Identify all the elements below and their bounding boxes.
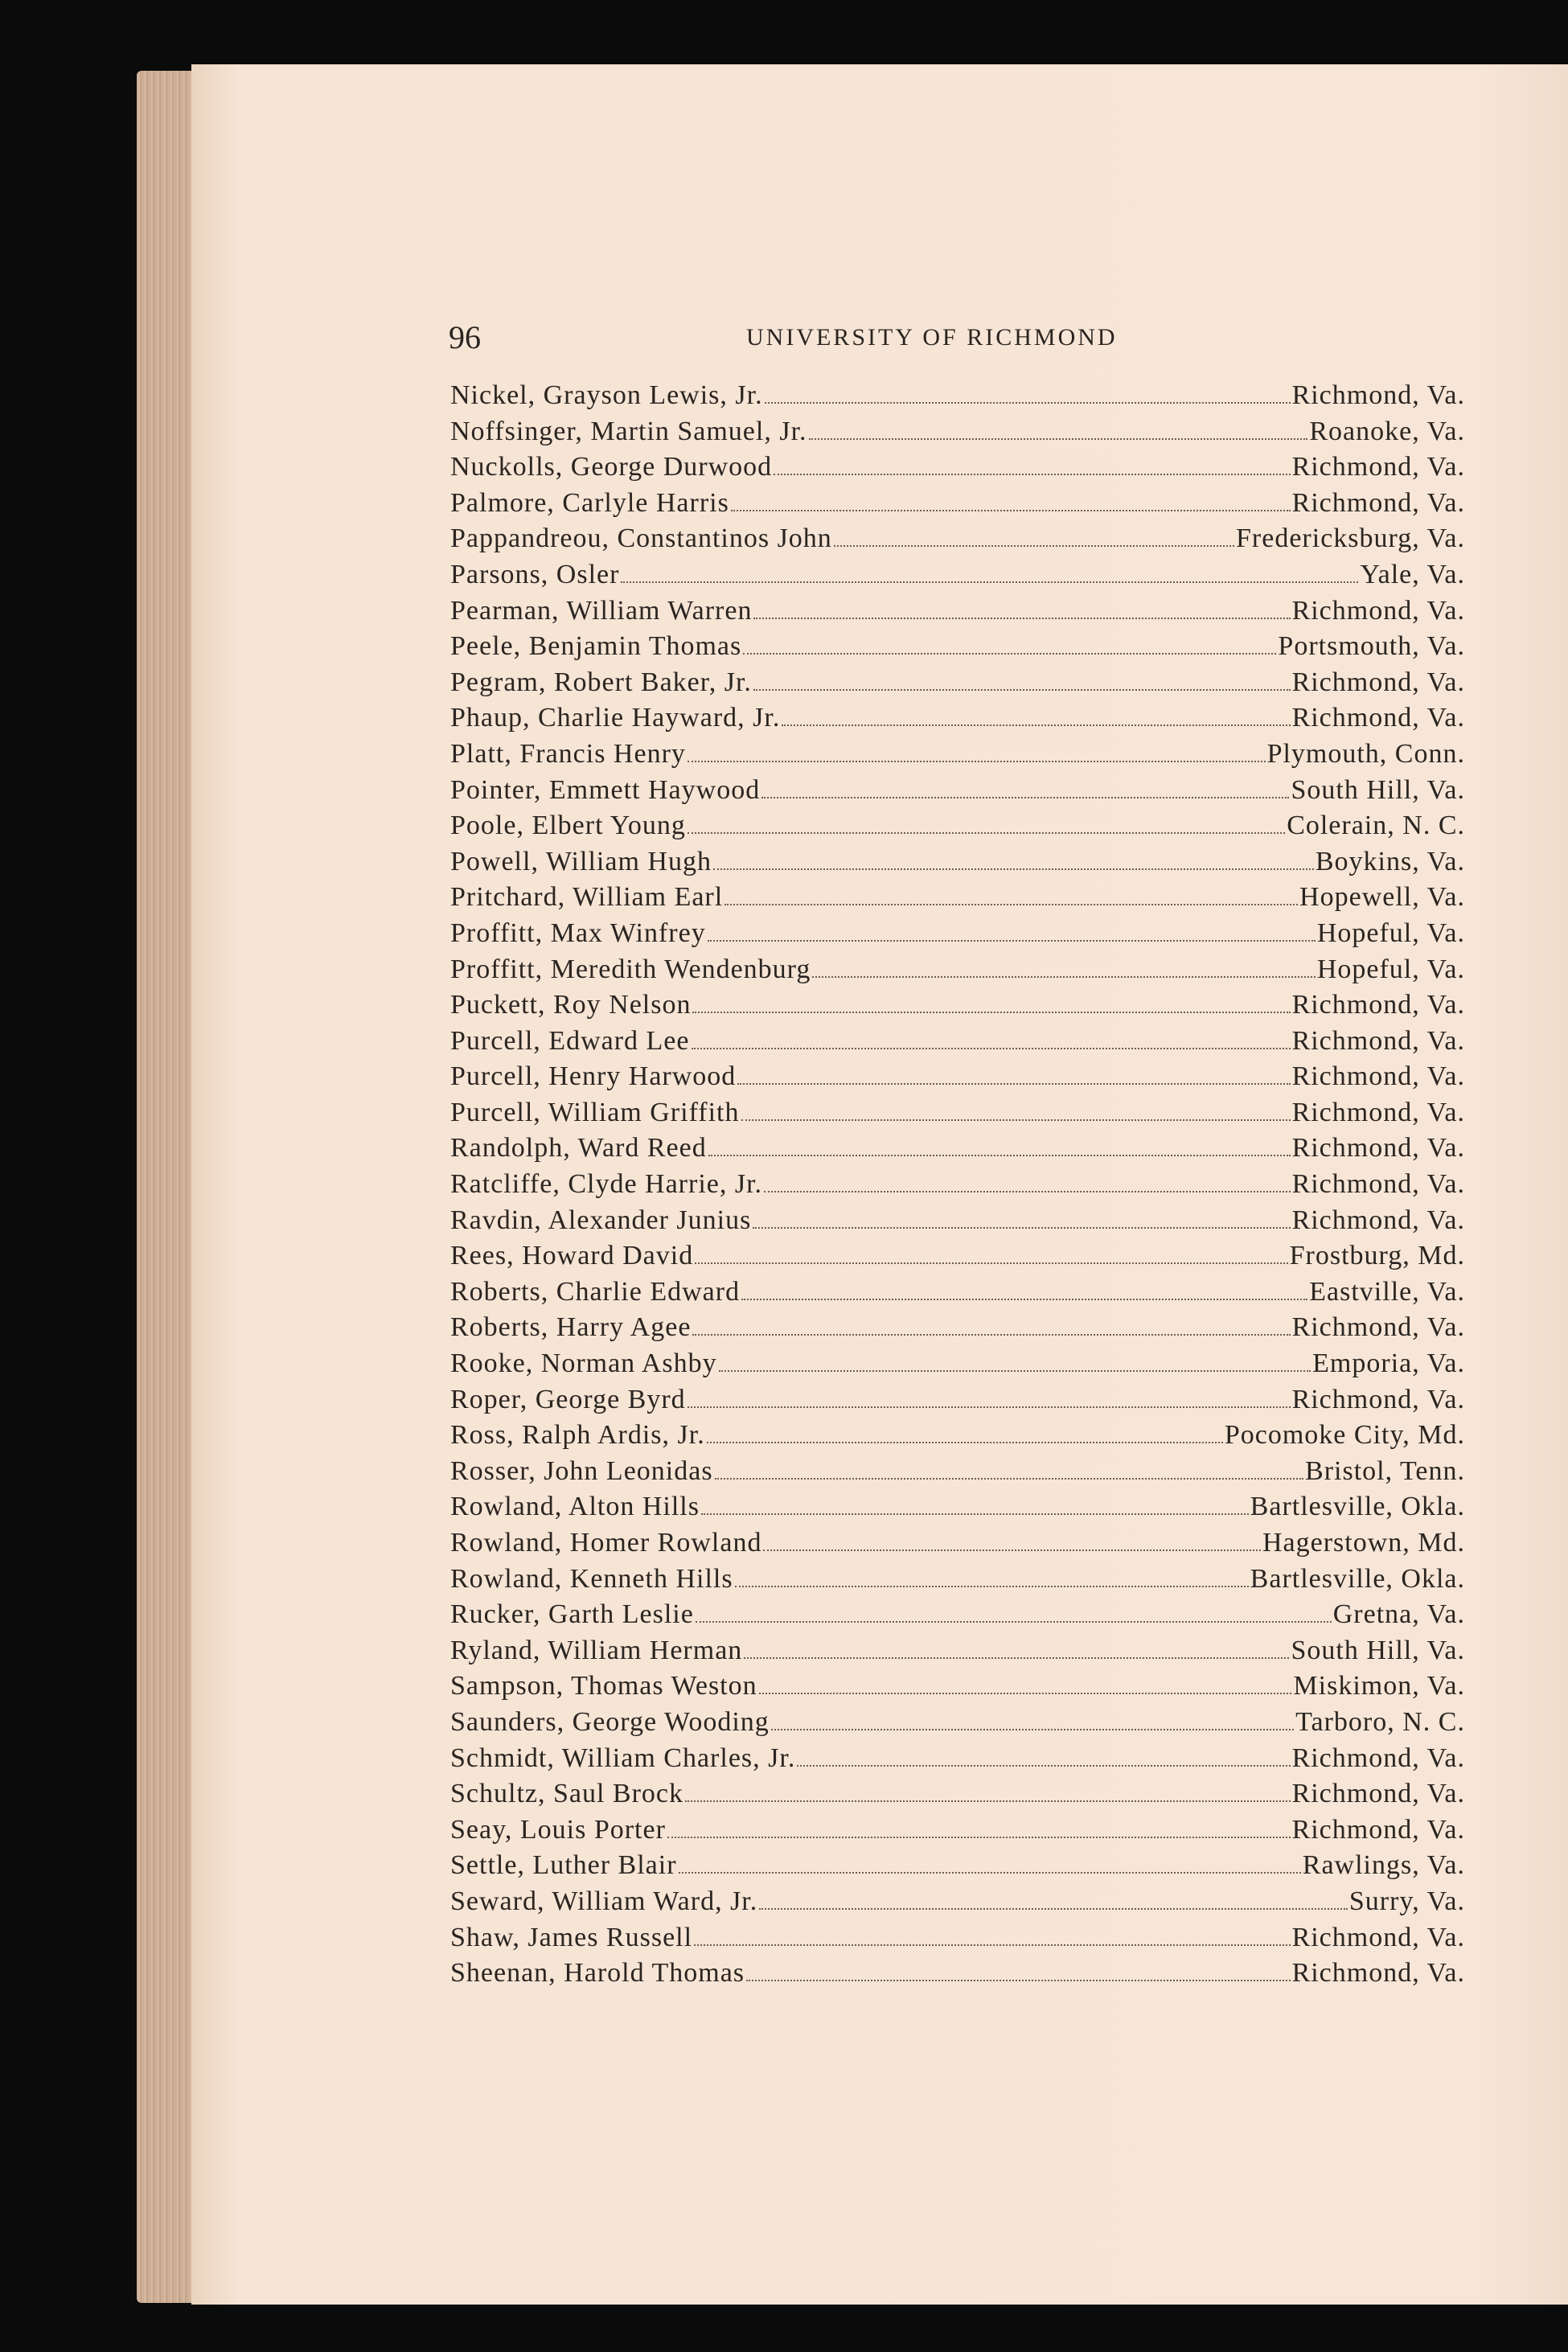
list-item xyxy=(450,557,1465,593)
list-item xyxy=(450,414,1465,450)
student-name: Proffitt, Meredith Wendenburg xyxy=(450,954,811,984)
hometown: Emporia, Va. xyxy=(1312,1348,1465,1379)
student-name: Saunders, George Wooding xyxy=(450,1706,770,1737)
list-item xyxy=(450,1633,1465,1669)
dot-leader xyxy=(707,1442,1223,1443)
dot-leader xyxy=(724,904,1298,905)
dot-leader xyxy=(782,724,1290,726)
list-item xyxy=(450,1346,1465,1382)
list-item xyxy=(450,773,1465,809)
hometown: Richmond, Va. xyxy=(1291,1312,1465,1343)
hometown: Plymouth, Conn. xyxy=(1266,738,1465,769)
hometown: Hopeful, Va. xyxy=(1316,917,1465,948)
list-item xyxy=(450,1024,1465,1060)
running-title: UNIVERSITY OF RICHMOND xyxy=(746,324,1118,351)
page-number: 96 xyxy=(449,319,481,355)
dot-leader xyxy=(812,976,1315,978)
list-item xyxy=(450,1382,1465,1418)
student-name: Pegram, Robert Baker, Jr. xyxy=(450,667,752,697)
list-item xyxy=(450,1920,1465,1956)
student-name: Sheenan, Harold Thomas xyxy=(450,1958,745,1989)
hometown: Richmond, Va. xyxy=(1291,487,1465,518)
student-name: Ratcliffe, Clyde Harrie, Jr. xyxy=(450,1169,763,1200)
dot-leader xyxy=(685,1800,1291,1802)
hometown: Richmond, Va. xyxy=(1291,1384,1465,1414)
hometown: Richmond, Va. xyxy=(1291,703,1465,733)
student-name: Seay, Louis Porter xyxy=(450,1814,666,1845)
list-item xyxy=(450,1776,1465,1812)
dot-leader xyxy=(761,797,1289,798)
list-item xyxy=(450,844,1465,880)
hometown: Eastville, Va. xyxy=(1309,1276,1465,1307)
hometown: Richmond, Va. xyxy=(1291,1779,1465,1809)
student-name: Rowland, Alton Hills xyxy=(450,1492,700,1522)
hometown: Frostburg, Md. xyxy=(1289,1241,1465,1271)
student-name: Proffitt, Max Winfrey xyxy=(450,917,706,948)
list-item xyxy=(450,808,1465,844)
list-item xyxy=(450,1167,1465,1203)
student-name: Shaw, James Russell xyxy=(450,1922,693,1952)
list-item xyxy=(450,880,1465,916)
hometown: Richmond, Va. xyxy=(1291,1958,1465,1989)
dot-leader xyxy=(692,1334,1290,1336)
hometown: South Hill, Va. xyxy=(1291,774,1465,805)
dot-leader xyxy=(746,1980,1291,1981)
list-item xyxy=(450,593,1465,630)
student-name: Peele, Benjamin Thomas xyxy=(450,631,742,662)
list-item xyxy=(450,1812,1465,1849)
list-item xyxy=(450,449,1465,486)
dot-leader xyxy=(741,1299,1307,1300)
hometown: Gretna, Va. xyxy=(1332,1599,1465,1630)
student-name: Pritchard, William Earl xyxy=(450,882,724,913)
student-name: Ross, Ralph Ardis, Jr. xyxy=(450,1420,705,1451)
hometown: Bartlesville, Okla. xyxy=(1250,1492,1465,1522)
dot-leader xyxy=(708,940,1316,942)
dot-leader xyxy=(743,653,1276,655)
dot-leader xyxy=(692,1048,1291,1049)
student-directory-list xyxy=(450,378,1465,1992)
list-item xyxy=(450,916,1465,952)
hometown: Hopewell, Va. xyxy=(1299,882,1465,913)
dot-leader xyxy=(744,1657,1289,1659)
student-name: Pappandreou, Constantinos John xyxy=(450,523,832,554)
student-name: Phaup, Charlie Hayward, Jr. xyxy=(450,703,781,733)
dot-leader xyxy=(715,1478,1303,1480)
dot-leader xyxy=(731,510,1291,511)
student-name: Settle, Luther Blair xyxy=(450,1850,677,1881)
student-name: Rooke, Norman Ashby xyxy=(450,1348,717,1379)
hometown: Bristol, Tenn. xyxy=(1305,1455,1465,1486)
student-name: Roberts, Harry Agee xyxy=(450,1312,692,1343)
dot-leader xyxy=(737,1083,1290,1085)
hometown: Portsmouth, Va. xyxy=(1278,631,1465,662)
dot-leader xyxy=(763,1550,1261,1551)
dot-leader xyxy=(774,474,1290,475)
student-name: Purcell, Edward Lee xyxy=(450,1025,690,1056)
list-item xyxy=(450,1238,1465,1275)
dot-leader xyxy=(688,761,1266,762)
student-name: Parsons, Osler xyxy=(450,559,620,589)
dot-leader xyxy=(797,1765,1290,1767)
dot-leader xyxy=(771,1729,1294,1730)
student-name: Ravdin, Alexander Junius xyxy=(450,1205,752,1235)
dot-leader xyxy=(713,868,1314,870)
dot-leader xyxy=(759,1908,1348,1910)
student-name: Powell, William Hugh xyxy=(450,846,712,876)
dot-leader xyxy=(701,1513,1249,1515)
list-item xyxy=(450,1489,1465,1525)
hometown: Yale, Va. xyxy=(1360,559,1465,589)
dot-leader xyxy=(667,1837,1291,1838)
hometown: Fredericksburg, Va. xyxy=(1236,523,1465,554)
list-item xyxy=(450,1275,1465,1311)
student-name: Ryland, William Herman xyxy=(450,1635,743,1665)
dot-leader xyxy=(692,1012,1290,1013)
list-item xyxy=(450,952,1465,988)
hometown: Richmond, Va. xyxy=(1291,1169,1465,1200)
dot-leader xyxy=(695,1262,1287,1264)
list-item xyxy=(450,1705,1465,1741)
student-name: Randolph, Ward Reed xyxy=(450,1133,707,1164)
hometown: Miskimon, Va. xyxy=(1293,1671,1465,1701)
hometown: South Hill, Va. xyxy=(1291,1635,1465,1665)
list-item xyxy=(450,1669,1465,1705)
dot-leader xyxy=(753,689,1291,691)
dot-leader xyxy=(741,1119,1291,1121)
hometown: Richmond, Va. xyxy=(1291,1742,1465,1773)
student-name: Poole, Elbert Young xyxy=(450,811,686,841)
student-name: Schultz, Saul Brock xyxy=(450,1779,684,1809)
student-name: Nickel, Grayson Lewis, Jr. xyxy=(450,380,763,410)
dot-leader xyxy=(753,1227,1290,1229)
list-item xyxy=(450,378,1465,414)
list-item xyxy=(450,1525,1465,1562)
hometown: Richmond, Va. xyxy=(1291,1097,1465,1127)
student-name: Rosser, John Leonidas xyxy=(450,1455,713,1486)
book-page-edges xyxy=(137,71,196,2303)
list-item xyxy=(450,665,1465,701)
dot-leader xyxy=(834,545,1234,547)
student-name: Palmore, Carlyle Harris xyxy=(450,487,729,518)
student-name: Puckett, Roy Nelson xyxy=(450,990,692,1020)
dot-leader xyxy=(621,581,1358,583)
hometown: Richmond, Va. xyxy=(1291,990,1465,1020)
hometown: Richmond, Va. xyxy=(1291,1814,1465,1845)
dot-leader xyxy=(696,1621,1332,1623)
student-name: Sampson, Thomas Weston xyxy=(450,1671,757,1701)
dot-leader xyxy=(753,618,1290,619)
hometown: Hopeful, Va. xyxy=(1316,954,1465,984)
dot-leader xyxy=(759,1693,1292,1694)
dot-leader xyxy=(735,1586,1249,1587)
student-name: Schmidt, William Charles, Jr. xyxy=(450,1742,796,1773)
hometown: Richmond, Va. xyxy=(1291,1061,1465,1092)
student-name: Purcell, William Griffith xyxy=(450,1097,740,1127)
dot-leader xyxy=(765,402,1291,404)
list-item xyxy=(450,1131,1465,1167)
hometown: Richmond, Va. xyxy=(1291,1205,1465,1235)
hometown: Richmond, Va. xyxy=(1291,1025,1465,1056)
list-item xyxy=(450,1956,1465,1992)
hometown: Richmond, Va. xyxy=(1291,595,1465,626)
student-name: Rowland, Kenneth Hills xyxy=(450,1563,733,1594)
list-item xyxy=(450,1454,1465,1490)
hometown: Pocomoke City, Md. xyxy=(1224,1420,1465,1451)
hometown: Richmond, Va. xyxy=(1291,667,1465,697)
hometown: Colerain, N. C. xyxy=(1287,811,1465,841)
hometown: Richmond, Va. xyxy=(1291,380,1465,410)
student-name: Purcell, Henry Harwood xyxy=(450,1061,737,1092)
student-name: Noffsinger, Martin Samuel, Jr. xyxy=(450,416,807,446)
list-item xyxy=(450,521,1465,557)
hometown: Surry, Va. xyxy=(1348,1886,1465,1916)
hometown: Richmond, Va. xyxy=(1291,452,1465,482)
student-name: Seward, William Ward, Jr. xyxy=(450,1886,758,1916)
dot-leader xyxy=(688,832,1285,834)
list-item xyxy=(450,1095,1465,1131)
list-item xyxy=(450,1310,1465,1346)
hometown: Roanoke, Va. xyxy=(1309,416,1465,446)
student-name: Nuckolls, George Durwood xyxy=(450,452,773,482)
list-item xyxy=(450,700,1465,737)
hometown: Rawlings, Va. xyxy=(1302,1850,1465,1881)
student-name: Platt, Francis Henry xyxy=(450,738,686,769)
hometown: Bartlesville, Okla. xyxy=(1250,1563,1465,1594)
hometown: Hagerstown, Md. xyxy=(1262,1528,1465,1558)
hometown: Richmond, Va. xyxy=(1291,1922,1465,1952)
dot-leader xyxy=(688,1406,1291,1408)
dot-leader xyxy=(809,438,1308,440)
list-item xyxy=(450,1059,1465,1095)
student-name: Rowland, Homer Rowland xyxy=(450,1528,762,1558)
list-item xyxy=(450,629,1465,665)
page-header xyxy=(449,315,1446,360)
student-name: Roper, George Byrd xyxy=(450,1384,686,1414)
student-name: Roberts, Charlie Edward xyxy=(450,1276,741,1307)
list-item xyxy=(450,1741,1465,1777)
list-item xyxy=(450,1884,1465,1920)
hometown: Tarboro, N. C. xyxy=(1295,1706,1465,1737)
student-name: Rucker, Garth Leslie xyxy=(450,1599,694,1630)
dot-leader xyxy=(708,1155,1291,1156)
list-item xyxy=(450,486,1465,522)
hometown: Boykins, Va. xyxy=(1315,846,1465,876)
hometown: Richmond, Va. xyxy=(1291,1133,1465,1164)
dot-leader xyxy=(679,1872,1301,1874)
list-item xyxy=(450,987,1465,1024)
list-item xyxy=(450,737,1465,773)
dot-leader xyxy=(694,1944,1291,1946)
list-item xyxy=(450,1418,1465,1454)
student-name: Pointer, Emmett Haywood xyxy=(450,774,761,805)
list-item xyxy=(450,1203,1465,1239)
list-item xyxy=(450,1562,1465,1598)
student-name: Pearman, William Warren xyxy=(450,595,753,626)
student-name: Rees, Howard David xyxy=(450,1241,694,1271)
list-item xyxy=(450,1848,1465,1884)
dot-leader xyxy=(719,1370,1311,1372)
dot-leader xyxy=(764,1191,1291,1192)
list-item xyxy=(450,1597,1465,1633)
